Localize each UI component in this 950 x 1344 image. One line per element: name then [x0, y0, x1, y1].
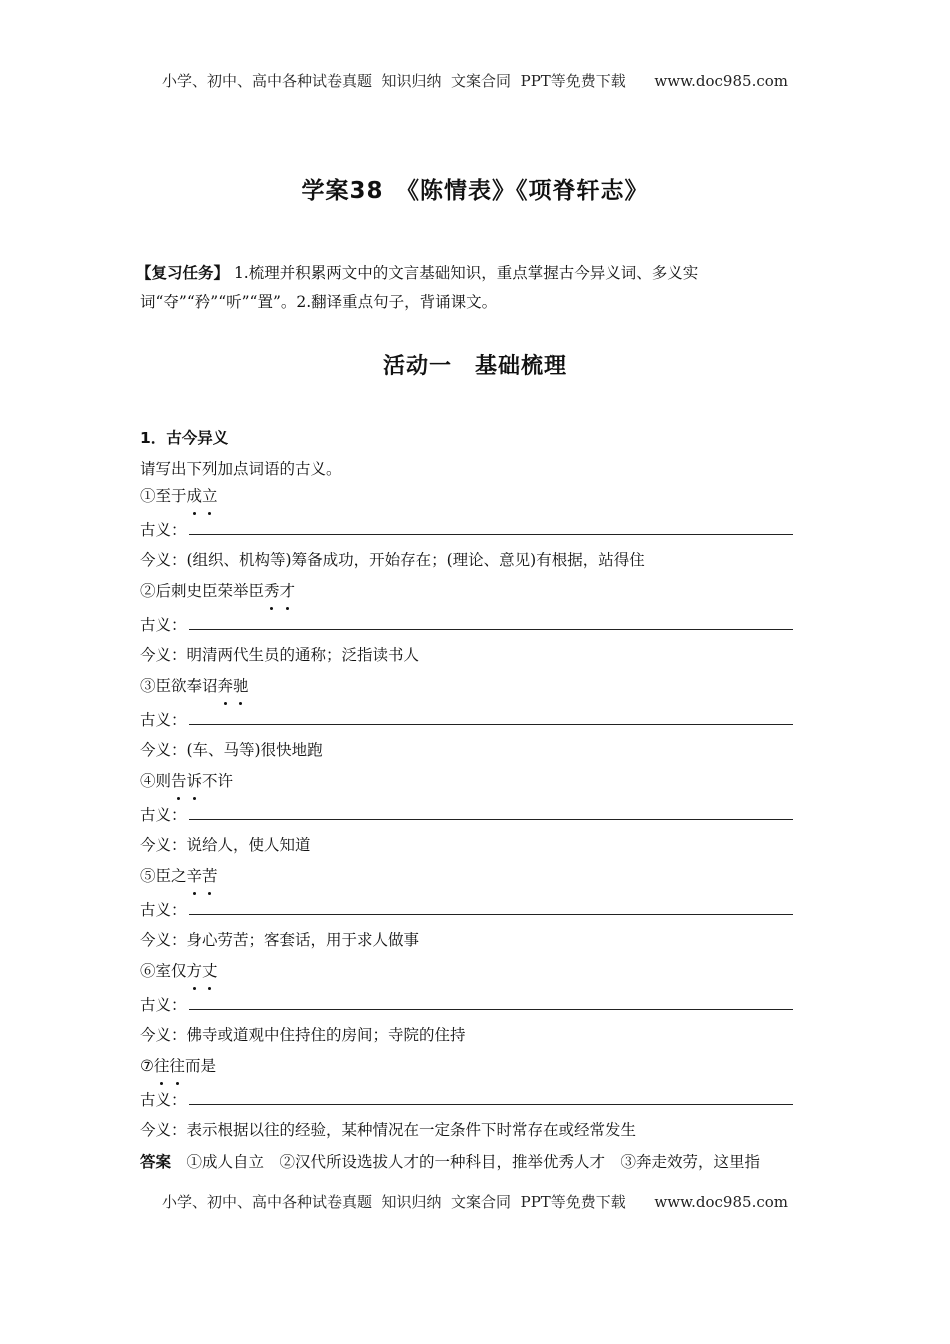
ancient-meaning-label: 古义：: [140, 1091, 187, 1109]
sentence-text: 而是: [184, 1057, 216, 1075]
ancient-meaning-row: [140, 803, 793, 825]
dotted-character: 告: [171, 769, 187, 791]
ancient-meaning-label: 古义：: [140, 806, 187, 824]
dotted-character: 诉: [187, 769, 203, 791]
answer-blank-line[interactable]: [189, 995, 793, 1010]
ancient-meaning-label: 古义：: [140, 711, 187, 729]
ancient-meaning-row: [140, 613, 793, 635]
ancient-meaning-row: [140, 898, 793, 920]
dotted-character: 立: [202, 484, 218, 506]
review-task-text: 1.梳理并积累两文中的文言基础知识，重点掌握古今异义词、多义实词“夺”“矜”“听”“置”。2.翻译重点句子，背诵课文。: [140, 264, 699, 311]
exercise-sentence: [140, 579, 295, 601]
answer-blank-line[interactable]: [189, 710, 793, 725]
exercise-sentence: [140, 674, 249, 696]
ancient-meaning-label: 古义：: [140, 521, 187, 539]
ancient-meaning-label: 古义：: [140, 616, 187, 634]
answer-blank-line[interactable]: [189, 520, 793, 535]
sentence-text: 不许: [202, 772, 234, 790]
sentence-text: ①至于: [140, 487, 187, 505]
answer-blank-line[interactable]: [189, 1090, 793, 1105]
answer-label: 答案: [140, 1153, 172, 1171]
exercise-sentence: [140, 864, 218, 886]
dotted-character: 辛: [187, 864, 203, 886]
sentence-text: ③臣欲奉诏: [140, 677, 218, 695]
ancient-meaning-row: [140, 518, 793, 540]
sentence-text: ⑤臣之: [140, 867, 187, 885]
subsection-title: 1．古今异义: [140, 429, 229, 447]
dotted-character: 往: [169, 1054, 185, 1076]
ancient-meaning-row: [140, 1088, 793, 1110]
review-task-label: 【复习任务】: [136, 264, 230, 282]
dotted-character: 秀: [264, 579, 280, 601]
modern-meaning: 今义：(组织、机构等)筹备成功，开始存在；(理论、意见)有根据，站得住: [140, 551, 645, 569]
modern-meaning: 今义：明清两代生员的通称；泛指读书人: [140, 646, 420, 664]
page-footer: 小学、初中、高中各种试卷真题 知识归纳 文案合同 PPT等免费下载 www.doc985.com: [161, 1193, 788, 1211]
page-header: 小学、初中、高中各种试卷真题 知识归纳 文案合同 PPT等免费下载 www.doc985.com: [161, 72, 788, 90]
modern-meaning: 今义：(车、马等)很快地跑: [140, 741, 323, 759]
modern-meaning: 今义：身心劳苦；客套话，用于求人做事: [140, 931, 420, 949]
answer-blank-line[interactable]: [189, 615, 793, 630]
exercise-sentence: [140, 769, 233, 791]
ancient-meaning-label: 古义：: [140, 901, 187, 919]
answer: [140, 1150, 760, 1172]
section-title: 活动一 基础梳理: [382, 354, 567, 379]
sentence-text: ②后刺史臣荣举臣: [140, 582, 265, 600]
exercise-sentence: [140, 1054, 216, 1076]
answer-text: ①成人自立 ②汉代所设选拔人才的一种科目，推举优秀人才 ③奔走效劳，这里指: [171, 1153, 761, 1171]
dotted-character: 驰: [233, 674, 249, 696]
modern-meaning: 今义：佛寺或道观中住持住的房间；寺院的住持: [140, 1026, 466, 1044]
page-title: 学案38 《陈情表》《项脊轩志》: [301, 178, 649, 204]
answer-blank-line[interactable]: [189, 900, 793, 915]
dotted-character: 成: [187, 484, 203, 506]
dotted-character: 往: [154, 1054, 170, 1076]
sentence-text: ④则: [140, 772, 172, 790]
exercise-sentence: [140, 959, 218, 981]
answer-blank-line[interactable]: [189, 805, 793, 820]
exercise-sentence: [140, 484, 218, 506]
modern-meaning: 今义：表示根据以往的经验，某种情况在一定条件下时常存在或经常发生: [140, 1121, 637, 1139]
modern-meaning: 今义：说给人，使人知道: [140, 836, 311, 854]
ancient-meaning-row: [140, 993, 793, 1015]
dotted-character: 方: [187, 959, 203, 981]
ancient-meaning-label: 古义：: [140, 996, 187, 1014]
ancient-meaning-row: [140, 708, 793, 730]
instruction: 请写出下列加点词语的古义。: [140, 460, 342, 478]
sentence-text: ⑥室仅: [140, 962, 187, 980]
dotted-character: 才: [280, 579, 296, 601]
dotted-character: 丈: [202, 959, 218, 981]
dotted-character: 奔: [218, 674, 234, 696]
review-task: [136, 259, 812, 317]
dotted-character: 苦: [202, 864, 218, 886]
sentence-text: ⑦: [140, 1057, 154, 1075]
